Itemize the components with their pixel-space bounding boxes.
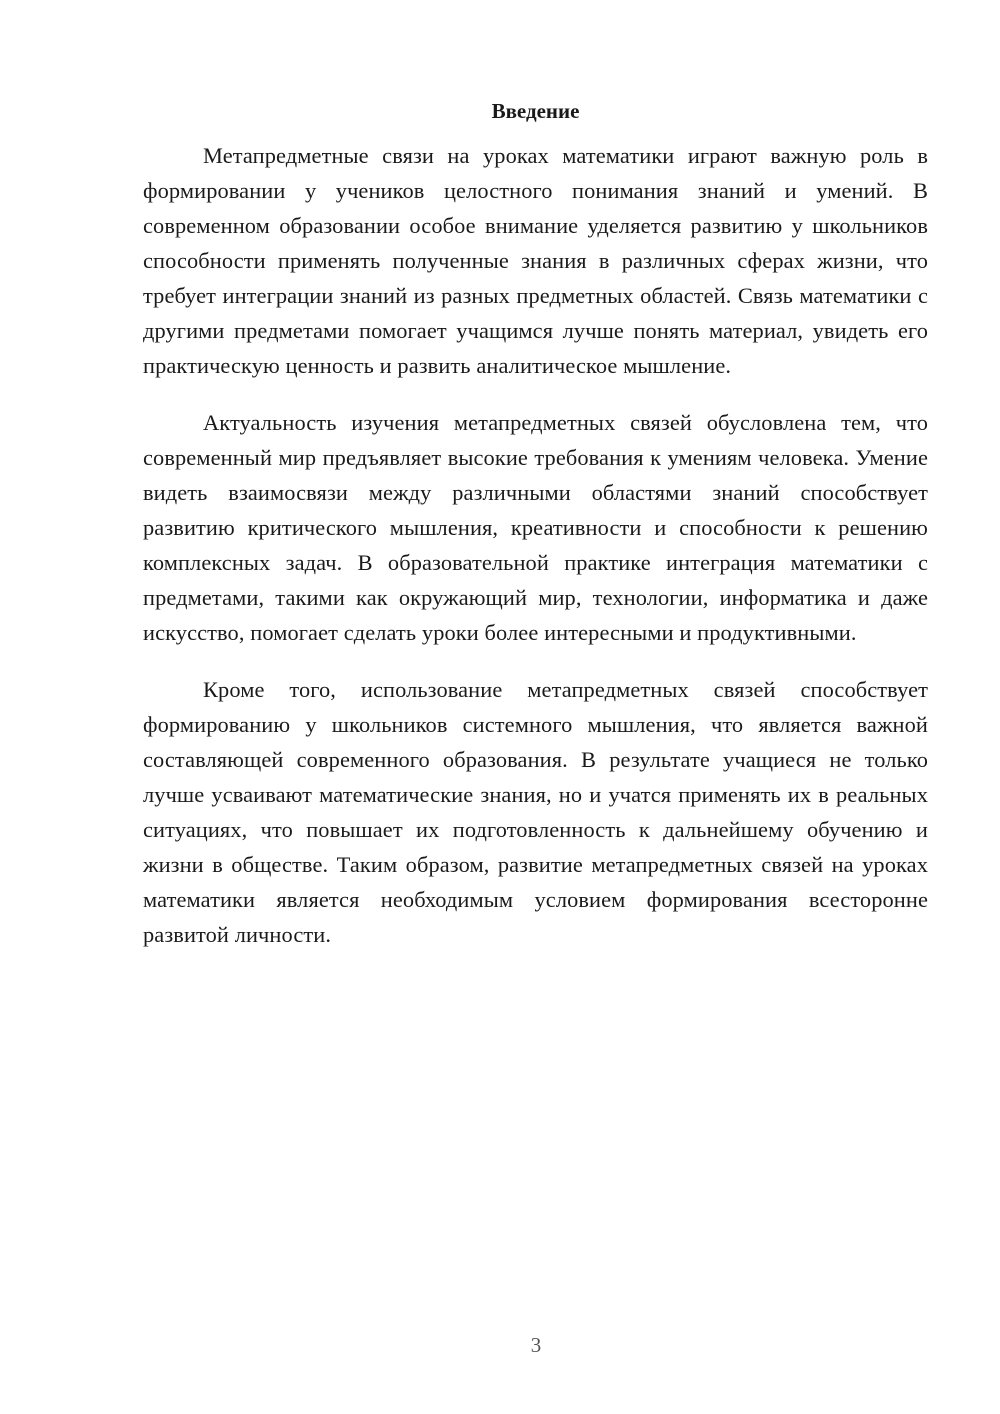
section-title: Введение: [491, 99, 580, 123]
paragraph-2: Актуальность изучения метапредметных связей обусловлена тем, что современный мир предъявляет высокие требования к умениям человека. Умение видеть взаимосвязи между различными областями знаний способствует развитию критического мышления, креативности и способности к решению комплексных задач. В образовательной практике интеграция математики с предметами, такими как окружающий мир, технологии, информатика и даже искусство, помогает сделать уроки более интересными и продуктивными.: [143, 410, 928, 645]
document-body: [143, 96, 928, 974]
paragraph-3: Кроме того, использование метапредметных связей способствует формированию у школьников системного мышления, что является важной составляющей современного образования. В результате учащиеся не только лучше усваивают математические знания, но и учатся применять их в реальных ситуациях, что повышает их подготовленность к дальнейшему обучению и жизни в обществе. Таким образом, развитие метапредметных связей на уроках математики является необходимым условием формирования всесторонне развитой личности.: [143, 677, 928, 947]
paragraph-1: Метапредметные связи на уроках математики играют важную роль в формировании у учеников целостного понимания знаний и умений. В современном образовании особое внимание уделяется развитию у школьников способности применять полученные знания в различных сферах жизни, что требует интеграции знаний из разных предметных областей. Связь математики с другими предметами помогает учащимся лучше понять материал, увидеть его практическую ценность и развить аналитическое мышление.: [143, 143, 928, 378]
page-number: 3: [530, 1333, 542, 1357]
